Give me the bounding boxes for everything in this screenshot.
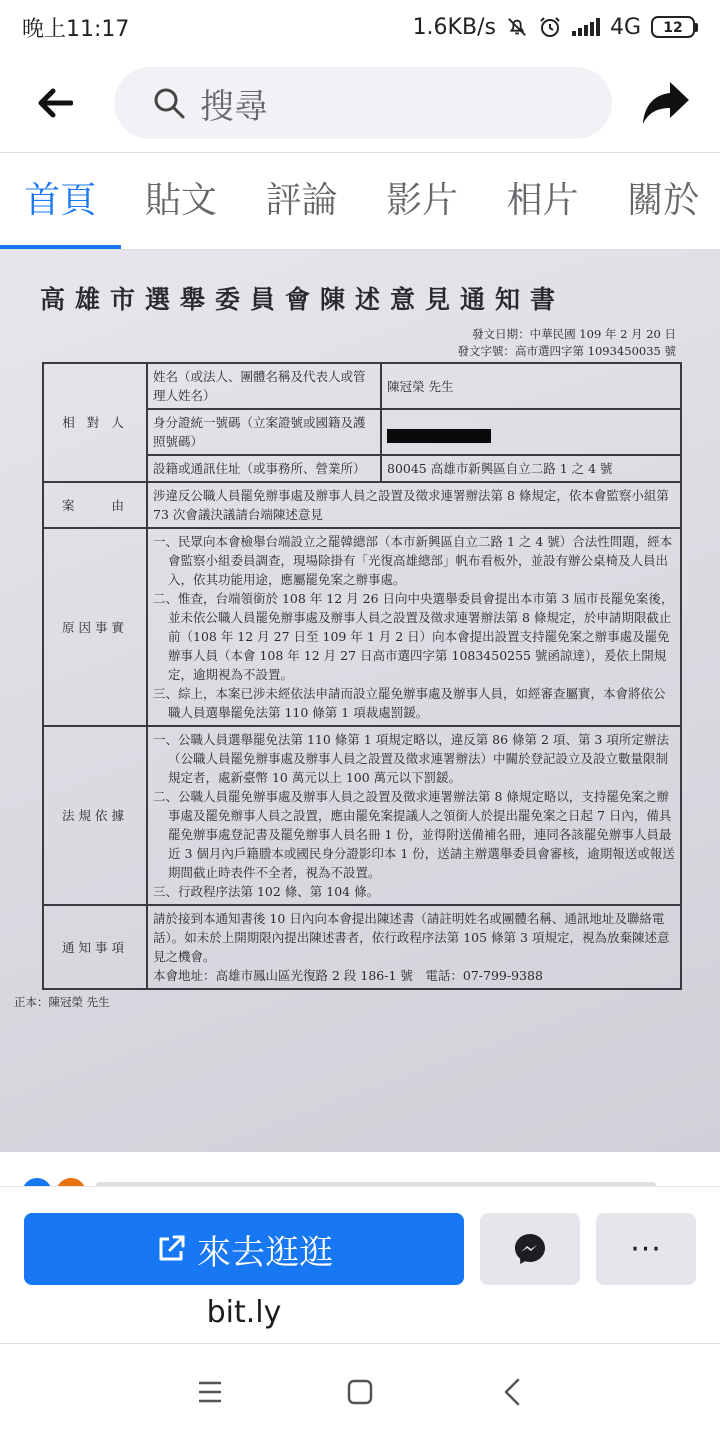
search-input[interactable] xyxy=(114,67,612,139)
document-meta xyxy=(40,326,676,360)
search-icon xyxy=(152,86,186,120)
counterpart-label: 相 對 人 xyxy=(43,363,147,482)
name-value: 陳冠榮 先生 xyxy=(381,363,681,409)
law-item: 三、行政程序法第 102 條、第 104 條。 xyxy=(153,884,380,899)
tab-posts[interactable]: 貼文 xyxy=(144,180,217,221)
home-square-icon[interactable] xyxy=(342,1374,378,1410)
network-speed: 1.6KB/s xyxy=(412,14,496,40)
messenger-button[interactable] xyxy=(480,1213,580,1285)
alarm-icon xyxy=(538,15,562,39)
more-options-button[interactable]: ··· xyxy=(596,1213,696,1285)
arrow-left-icon[interactable] xyxy=(34,82,76,124)
tab-photos[interactable]: 相片 xyxy=(506,180,579,221)
issue-number: 發文字號：高市選四字第 1093450035 號 xyxy=(457,344,676,358)
redaction-bar xyxy=(387,429,491,443)
mute-icon xyxy=(506,16,528,38)
notice-value xyxy=(147,905,681,989)
document-footer: 正本：陳冠榮 先生 xyxy=(14,995,110,1009)
battery-icon xyxy=(651,16,698,38)
app-header xyxy=(0,54,720,152)
status-time: 晚上11:17 xyxy=(22,16,130,42)
page-tabs xyxy=(0,153,720,249)
name-field: 姓名（或法人、團體名稱及代表人或管理人姓名） xyxy=(147,363,381,409)
status-indicators xyxy=(413,15,698,40)
post-photo[interactable] xyxy=(0,250,720,1152)
action-bar xyxy=(0,1186,720,1344)
address-value: 80045 高雄市新興區自立二路 1 之 4 號 xyxy=(381,455,681,482)
law-item: 二、公職人員罷免辦事處及辦事人員之設置及徵求連署辦法第 8 條規定略以，支持罷免案之辦事處及罷免辦事人員之設置，應由罷免案提議人之領銜人於提出罷免案之日起 7 日內，備具罷免辦事處登記書及罷免辦事人員名冊 1 份，並得附送備補名冊，連同各該罷免辦事人員最近 3 個月內戶籍謄本或國民身分證影印本 1 份，送請主辦選舉委員會審核，逾期報送或報送期間截止時表件不全者，視為不設置。 xyxy=(153,789,675,880)
document-title: 高雄市選舉委員會陳述意見通知書 xyxy=(40,285,566,314)
external-link-icon xyxy=(155,1233,187,1265)
signal-icon xyxy=(572,18,600,36)
search-placeholder: 搜尋 xyxy=(200,86,268,127)
law-item: 一、公職人員選舉罷免法第 110 條第 1 項規定略以，違反第 86 條第 2 項、第 3 項所定辦法（公職人員罷免辦事處及辦事人員之設置及徵求連署辦法）中關於登記設立及設立數量限制規定者，處新臺幣 10 萬元以上 100 萬元以下罰鍰。 xyxy=(153,732,669,785)
facts-label: 原因事實 xyxy=(43,528,147,726)
network-type: 4G xyxy=(609,14,641,40)
office-address: 本會地址：高雄市鳳山區光復路 2 段 186-1 號 電話：07-799-9388 xyxy=(153,968,543,983)
share-arrow-icon[interactable] xyxy=(640,77,692,129)
visit-link-button[interactable] xyxy=(24,1213,464,1285)
notice-label: 通知事項 xyxy=(43,905,147,989)
link-domain[interactable]: bit.ly xyxy=(206,1295,282,1330)
tab-home[interactable]: 首頁 xyxy=(0,153,121,249)
law-label: 法規依據 xyxy=(43,726,147,905)
law-value xyxy=(147,726,681,905)
issue-date: 發文日期：中華民國 109 年 2 月 20 日 xyxy=(472,327,676,341)
status-bar xyxy=(0,0,720,54)
fact-item: 一、民眾向本會檢舉台端設立之罷韓總部（本市新興區自立二路 1 之 4 號）合法性問題，經本會監察小組委員調查，現場除掛有「光復高雄總部」帆布看板外，並設有辦公桌椅及人員出入，依其功能用途，應屬罷免案之辦事處。 xyxy=(153,534,673,587)
messenger-icon xyxy=(513,1232,547,1266)
fact-item: 三、綜上，本案已涉未經依法申請而設立罷免辦事處及辦事人員，如經審查屬實，本會將依公職人員選舉罷免法第 110 條第 1 項裁處罰鍰。 xyxy=(153,686,666,720)
system-nav-bar xyxy=(0,1344,720,1440)
address-field: 設籍或通訊住址（或事務所、營業所） xyxy=(147,455,381,482)
document-table xyxy=(42,362,682,990)
reactions-row xyxy=(0,1152,720,1188)
facts-value xyxy=(147,528,681,726)
visit-link-label: 來去逛逛 xyxy=(197,1232,333,1273)
notice-document xyxy=(14,266,690,1010)
tab-reviews[interactable]: 評論 xyxy=(265,180,338,221)
tab-videos[interactable]: 影片 xyxy=(386,180,459,221)
fact-item: 二、惟查，台端領銜於 108 年 12 月 26 日向中央選舉委員會提出本市第 3 屆市長罷免案後，並未依公職人員罷免辦事處及辦事人員之設置及徵求連署辦法第 8 條規定，於申請期限截止前（108 年 12 月 27 日至 109 年 1 月 2 日）向本會提出設置支持罷免案之辦事處及罷免辦事人員（本會 108 年 12 月 27 日高市選四字第 1083450255 號函諒達），爰依上開規定，逾期視為不設置。 xyxy=(153,591,674,682)
menu-icon[interactable] xyxy=(192,1374,228,1410)
battery-level: 12 xyxy=(651,16,695,38)
notice-text: 請於接到本通知書後 10 日內向本會提出陳述書（請註明姓名或團體名稱、通訊地址及聯絡電話）。如未於上開期限內提出陳述書者，依行政程序法第 105 條第 3 項規定，視為放棄陳述意見之機會。 xyxy=(153,911,670,964)
tab-about[interactable]: 關於 xyxy=(627,180,700,221)
id-value xyxy=(381,409,681,455)
reason-value: 涉違反公職人員罷免辦事處及辦事人員之設置及徵求連署辦法第 8 條規定，依本會監察小組第 73 次會議決議請台端陳述意見 xyxy=(147,482,681,528)
id-field: 身分證統一號碼（立案證號或國籍及護照號碼） xyxy=(147,409,381,455)
back-chevron-icon[interactable] xyxy=(494,1374,530,1410)
reason-label: 案 由 xyxy=(43,482,147,528)
